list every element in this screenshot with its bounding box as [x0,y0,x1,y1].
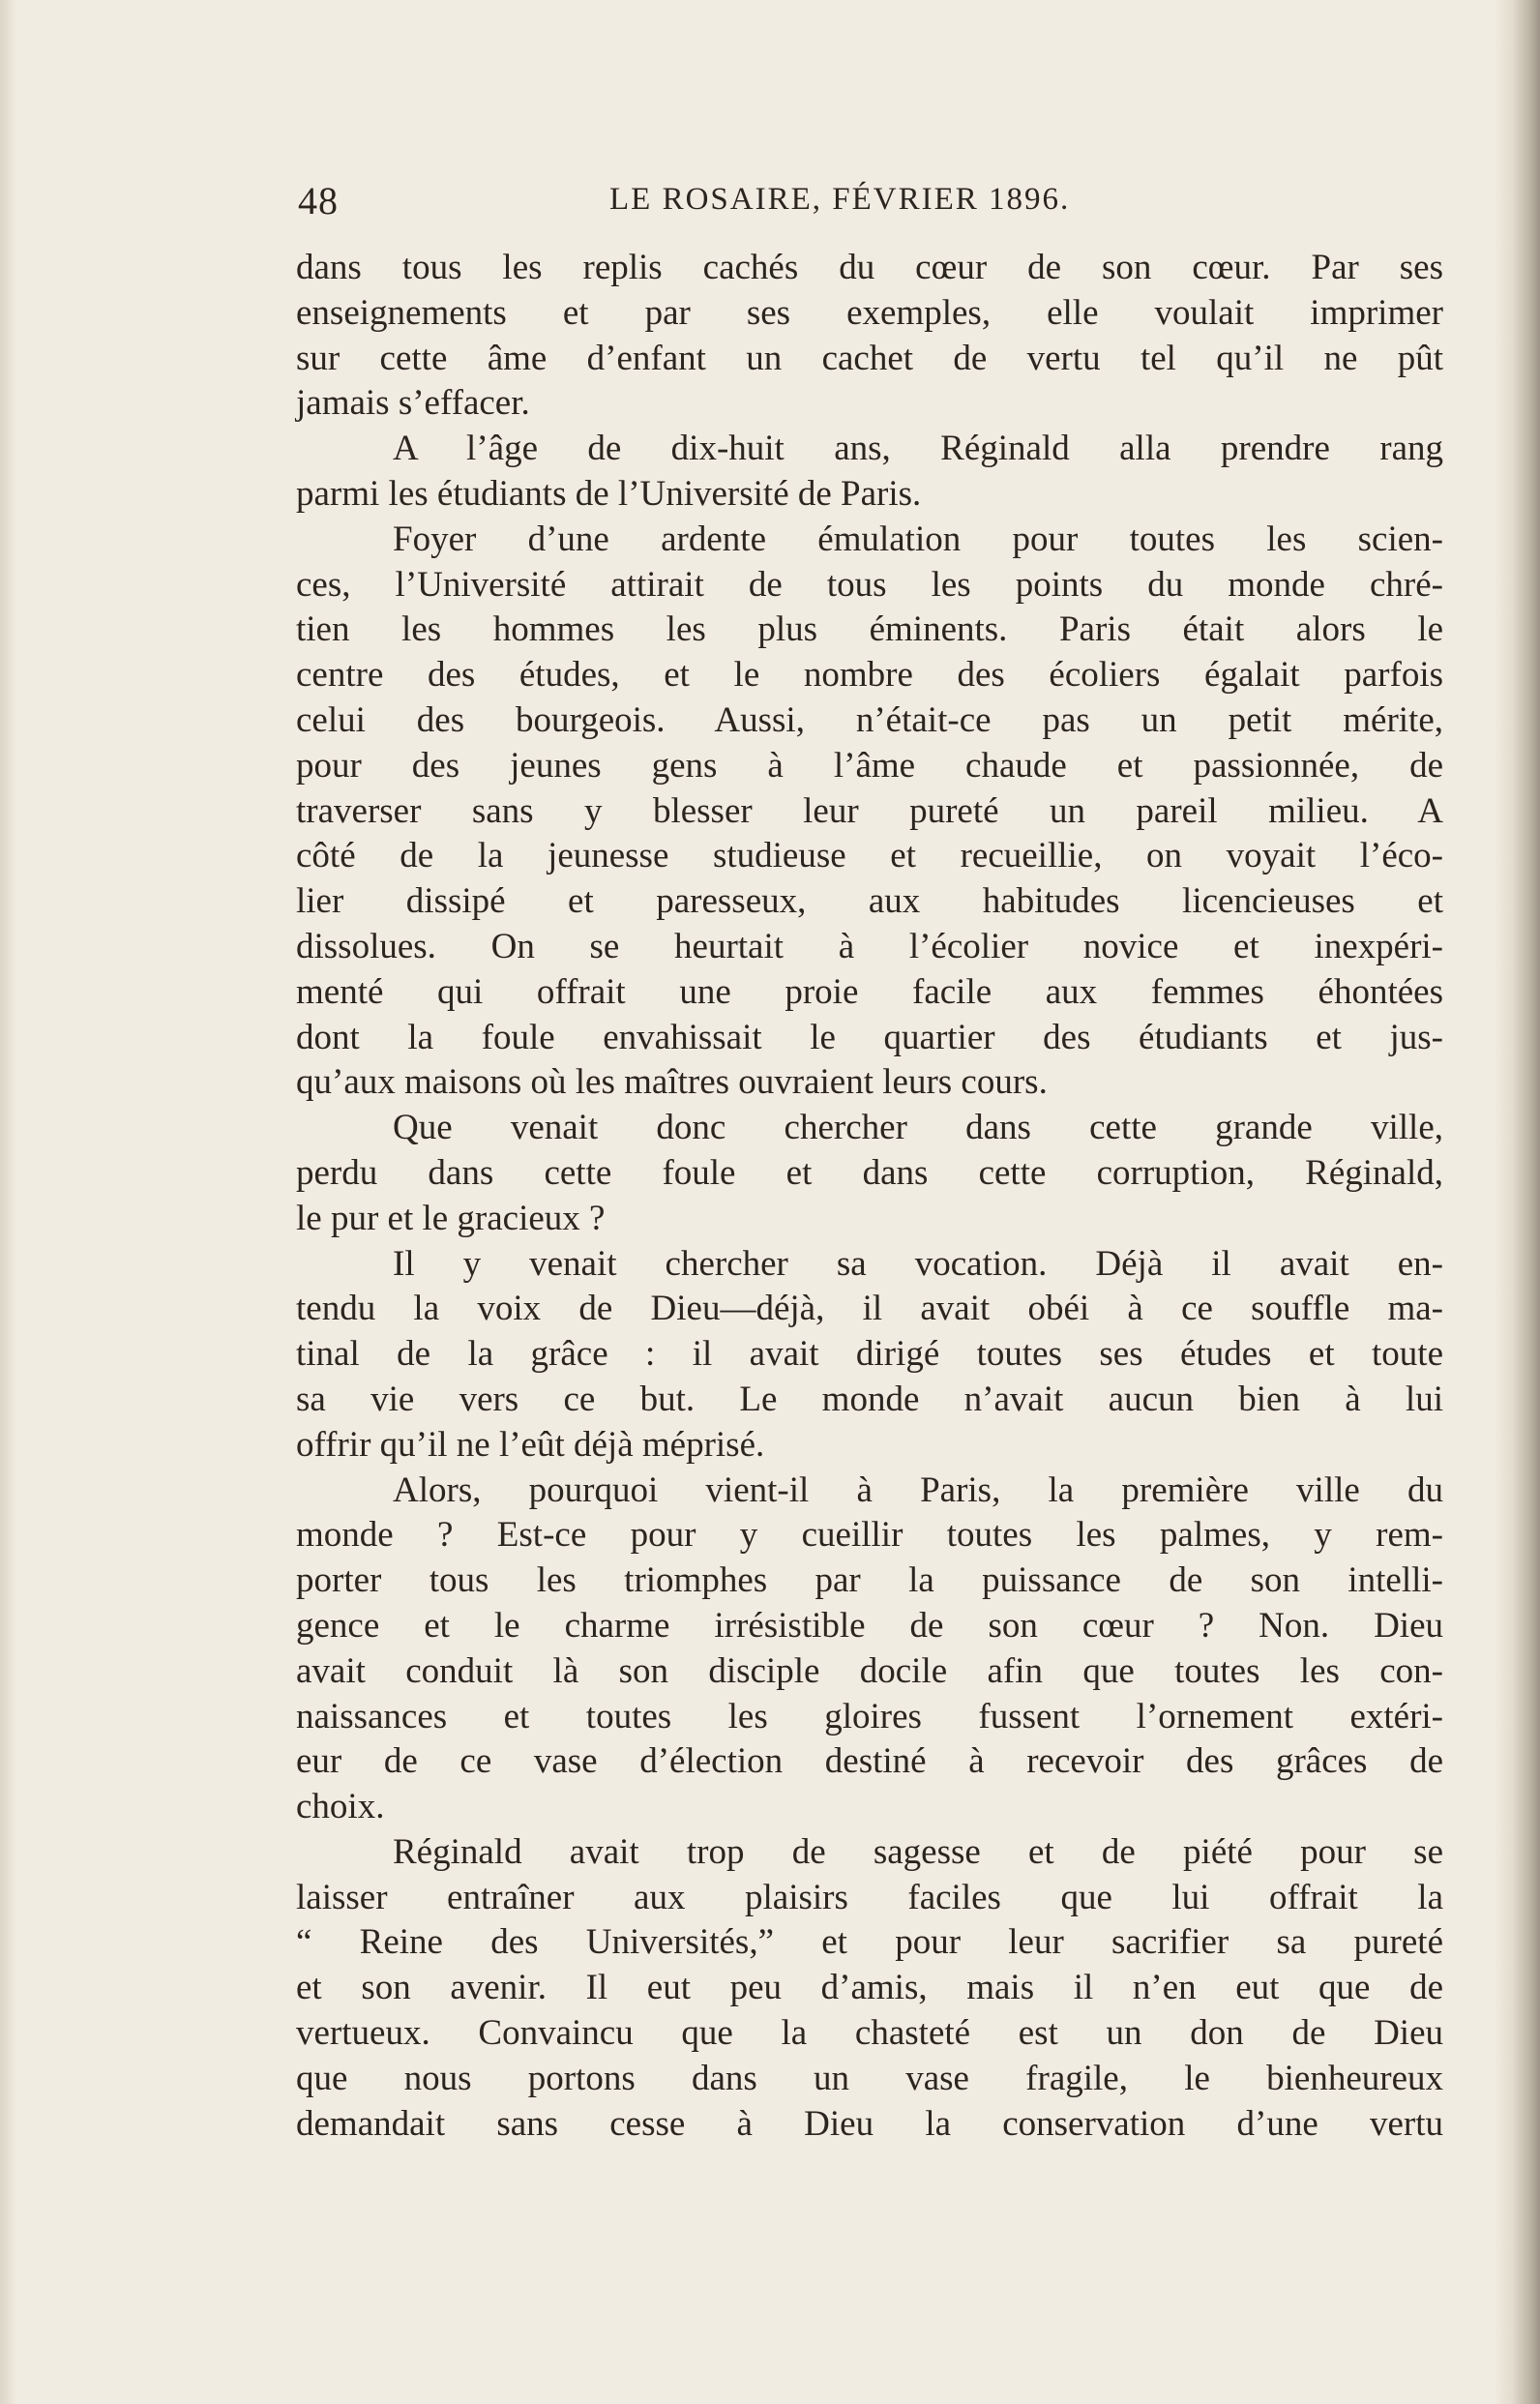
running-title: LE ROSAIRE, FÉVRIER 1896. [609,182,1071,217]
text-line: A l’âge de dix-huit ans, Réginald alla prendre rang [393,429,1443,469]
text-line: qu’aux maisons où les maîtres ouvraient leurs cours. [296,1062,1048,1103]
text-line: tinal de la grâce : il avait dirigé toutes ses études et toute [296,1334,1443,1375]
text-line: côté de la jeunesse studieuse et recueillie, on voyait l’éco- [296,836,1443,876]
text-line: monde ? Est-ce pour y cueillir toutes les palmes, y rem- [296,1515,1443,1556]
page-gutter-shadow [1494,0,1540,2404]
text-line: Alors, pourquoi vient-il à Paris, la première ville du [393,1469,1443,1510]
text-line: dissolues. On se heurtait à l’écolier novice et inexpéri- [296,926,1443,966]
text-line: Il y venait chercher sa vocation. Déjà il avait en- [393,1243,1443,1284]
text-line: Réginald avait trop de sagesse et de piété pour se [393,1831,1443,1872]
text-line: laisser entraîner aux plaisirs faciles que lui offrait la [296,1877,1443,1917]
text-line: Que venait donc chercher dans cette grande ville, [393,1108,1443,1148]
text-line: Foyer d’une ardente émulation pour toutes les scien- [393,519,1443,559]
paragraph [296,1469,1443,1830]
paragraph [296,518,1443,1106]
text-line: vertueux. Convaincu que la chasteté est un don de Dieu [296,2013,1443,2054]
text-line: lier dissipé et paresseux, aux habitudes licencieuses et [296,881,1443,922]
text-line: dont la foule envahissait le quartier des étudiants et jus- [296,1017,1443,1057]
text-line: porter tous les triomphes par la puissance de son intelli- [296,1560,1443,1601]
text-line: offrir qu’il ne l’eût déjà méprisé. [296,1424,765,1465]
text-line: choix. [296,1787,385,1827]
text-line: traverser sans y blesser leur pureté un pareil milieu. A [296,790,1443,831]
page-header [298,178,1445,228]
text-line: sur cette âme d’enfant un cachet de vertu tel qu’il ne pût [296,338,1443,378]
text-line: tien les hommes les plus éminents. Paris était alors le [296,609,1443,650]
text-line: sa vie vers ce but. Le monde n’avait aucun bien à lui [296,1379,1443,1419]
text-line: que nous portons dans un vase fragile, le bienheureux [296,2058,1443,2098]
text-line: centre des études, et le nombre des écoliers égalait parfois [296,655,1443,696]
text-line: pour des jeunes gens à l’âme chaude et passionnée, de [296,745,1443,786]
text-line: demandait sans cesse à Dieu la conservation d’une vertu [296,2103,1443,2144]
page-left-edge-shadow [0,0,17,2404]
text-line: “ Reine des Universités,” et pour leur sacrifier sa pureté [296,1922,1443,1963]
text-line: tendu la voix de Dieu—déjà, il avait obéi à ce souffle ma- [296,1289,1443,1329]
text-line: ces, l’Université attirait de tous les points du monde chré- [296,564,1443,605]
text-line: parmi les étudiants de l’Université de Paris. [296,473,922,514]
text-line: avait conduit là son disciple docile afin que toutes les con- [296,1650,1443,1691]
text-line: dans tous les replis cachés du cœur de son cœur. Par ses [296,248,1443,287]
paragraph [296,1830,1443,2148]
text-line: enseignements et par ses exemples, elle voulait imprimer [296,292,1443,333]
paragraph [296,1242,1443,1469]
body-text [296,246,1443,2147]
text-line: eur de ce vase d’élection destiné à recevoir des grâces de [296,1741,1443,1782]
text-line: jamais s’effacer. [296,383,530,424]
text-line: celui des bourgeois. Aussi, n’était-ce pas un petit mérite, [296,699,1443,740]
text-line: naissances et toutes les gloires fussent l’ornement extéri- [296,1696,1443,1736]
text-line: le pur et le gracieux ? [296,1198,606,1238]
text-line: menté qui offrait une proie facile aux femmes éhontées [296,971,1443,1012]
paragraph [296,1106,1443,1241]
text-line: et son avenir. Il eut peu d’amis, mais il n’en eut que de [296,1968,1443,2008]
paragraph [296,427,1443,518]
text-line: perdu dans cette foule et dans cette corruption, Réginald, [296,1152,1443,1193]
text-line: gence et le charme irrésistible de son cœur ? Non. Dieu [296,1605,1443,1646]
paragraph [296,246,1443,427]
page-number: 48 [298,179,339,223]
